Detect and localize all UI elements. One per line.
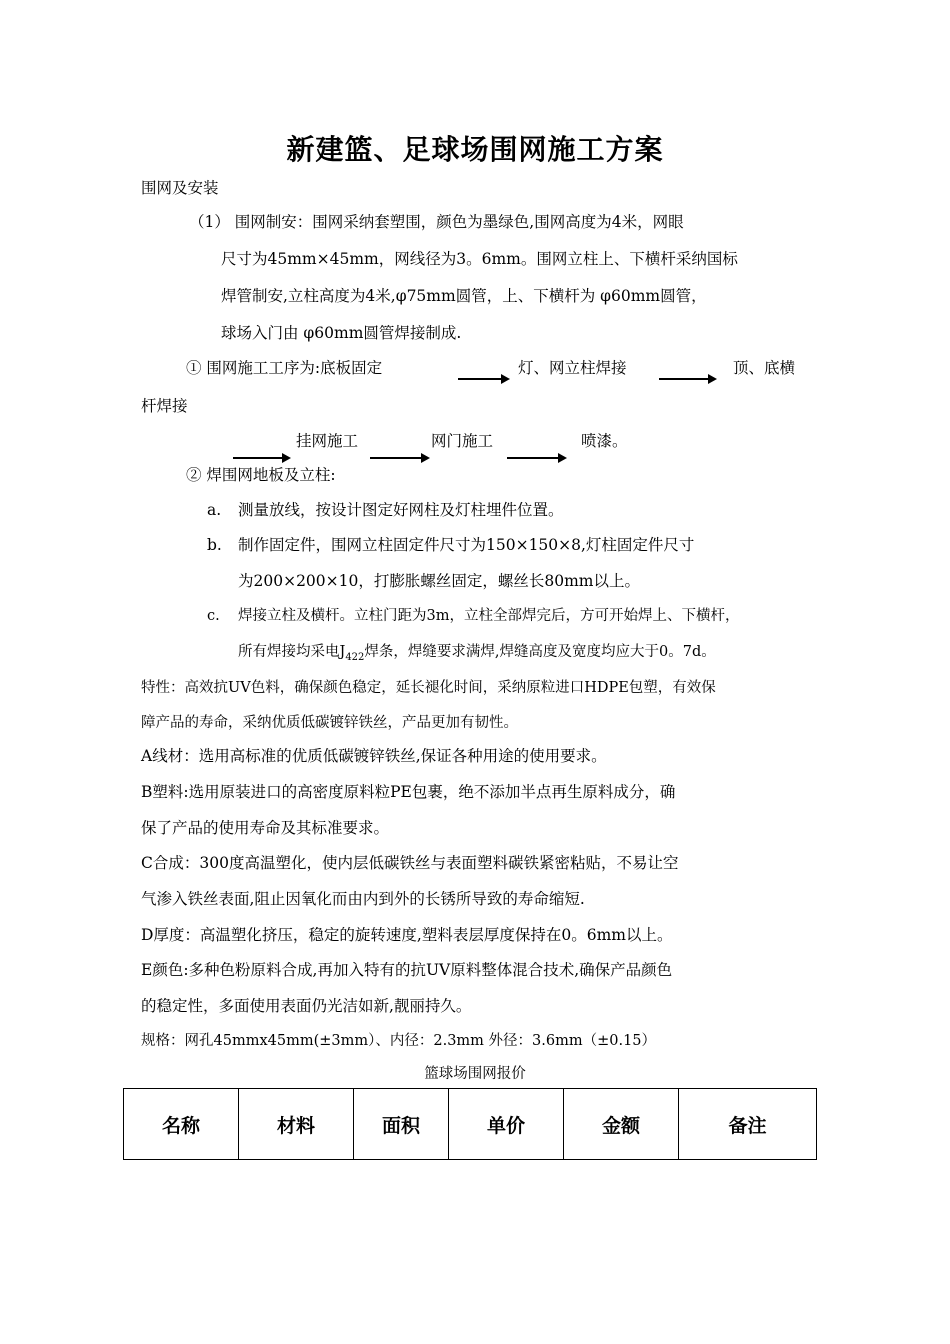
arrow-icon [507,447,567,466]
col-header-area: 面积 [354,1089,449,1160]
item2-c-marker: c. [207,608,220,624]
section-heading: 围网及安装 [141,179,219,197]
para-b-line2: 保了产品的使用寿命及其标准要求。 [141,819,390,837]
para-e-line2: 的稳定性，多面使用表面仍光洁如新,靓丽持久。 [141,997,472,1015]
col-header-unit-price: 单价 [449,1089,564,1160]
spec-line: 规格：网孔45mmx45mm(±3mm）、内径：2.3mm 外径：3.6mm（±0.15） [141,1033,657,1049]
para-e-line1: E颜色:多种色粉原料合成,再加入特有的抗UV原料整体混合技术,确保产品颜色 [141,961,673,979]
col-header-remarks: 备注 [679,1089,817,1160]
process-step-3: 顶、底横 [733,359,796,377]
table-caption: 篮球场围网报价 [424,1066,526,1082]
features-line1: 特性：高效抗UV色料，确保颜色稳定，延长褪化时间，采纳原粒进口HDPE包塑，有效保 [141,680,716,696]
para-a: A线材：选用高标准的优质低碳镀锌铁丝,保证各种用途的使用要求。 [141,747,607,765]
col-header-material: 材料 [239,1089,354,1160]
arrow-icon [370,447,430,466]
process-step-2: 灯、网立柱焊接 [518,359,627,377]
item2-a-marker: a. [207,501,222,519]
features-line2: 障产品的寿命，采纳优质低碳镀锌铁丝，产品更加有韧性。 [141,715,518,731]
item2-c-line1: 焊接立柱及横杆。立柱门距为3m，立柱全部焊完后，方可开始焊上、下横杆， [238,608,740,624]
item2-c-line2 [238,642,716,668]
item2-a-text: 测量放线，按设计图定好网柱及灯柱埋件位置。 [238,501,564,519]
process-step-5: 网门施工 [431,432,494,450]
arrow-icon [659,368,717,387]
item2-b-line1: 制作固定件，围网立柱固定件尺寸为150×150×8,灯柱固定件尺寸 [238,536,695,554]
para-c-line1: C合成：300度高温塑化，使内层低碳铁丝与表面塑料碳铁紧密粘贴，不易让空 [141,854,679,872]
para-c-line2: 气渗入铁丝表面,阻止因氧化而由内到外的长锈所导致的寿命缩短. [141,890,585,908]
item2-c-line2-text: 所有焊接均采电J [238,644,346,660]
process-step-6: 喷漆。 [581,432,628,450]
price-table [123,1088,817,1160]
col-header-amount: 金额 [564,1089,679,1160]
item2-b-line2: 为200×200×10，打膨胀螺丝固定，螺丝长80mm以上。 [238,572,640,590]
document-title: 新建篮、足球场围网施工方案 [286,133,664,166]
para-b-line1: B塑料:选用原装进口的高密度原料粒PE包裹，绝不添加半点再生原料成分，确 [141,783,676,801]
arrow-icon [458,368,510,387]
table-header-row [124,1089,817,1160]
item1-line3: 焊管制安,立柱高度为4米,φ75mm圆管，上、下横杆为 φ60mm圆管， [221,287,707,305]
process-step-4: 挂网施工 [296,432,359,450]
item2-heading: ② 焊围网地板及立柱: [186,466,336,484]
process-step-3-cont: 杆焊接 [141,397,188,415]
electrode-subscript: 422 [345,651,365,663]
item1-line2: 尺寸为45mm×45mm，网线径为3。6mm。围网立柱上、下横杆采纳国标 [221,250,738,268]
item2-b-marker: b. [207,536,222,554]
col-header-name: 名称 [124,1089,239,1160]
para-d: D厚度：高温塑化挤压，稳定的旋转速度,塑料表层厚度保持在0。6mm以上。 [141,926,673,944]
item1-line4: 球场入门由 φ60mm圆管焊接制成. [221,324,462,342]
process-intro: ① 围网施工工序为:底板固定 [186,359,383,377]
item1-line1: （1） 围网制安：围网采纳套塑围，颜色为墨绿色,围网高度为4米，网眼 [189,213,684,231]
item2-c-line2-text-end: 焊条，焊缝要求满焊,焊缝高度及宽度均应大于0。7d。 [364,644,716,660]
arrow-icon [233,447,291,466]
